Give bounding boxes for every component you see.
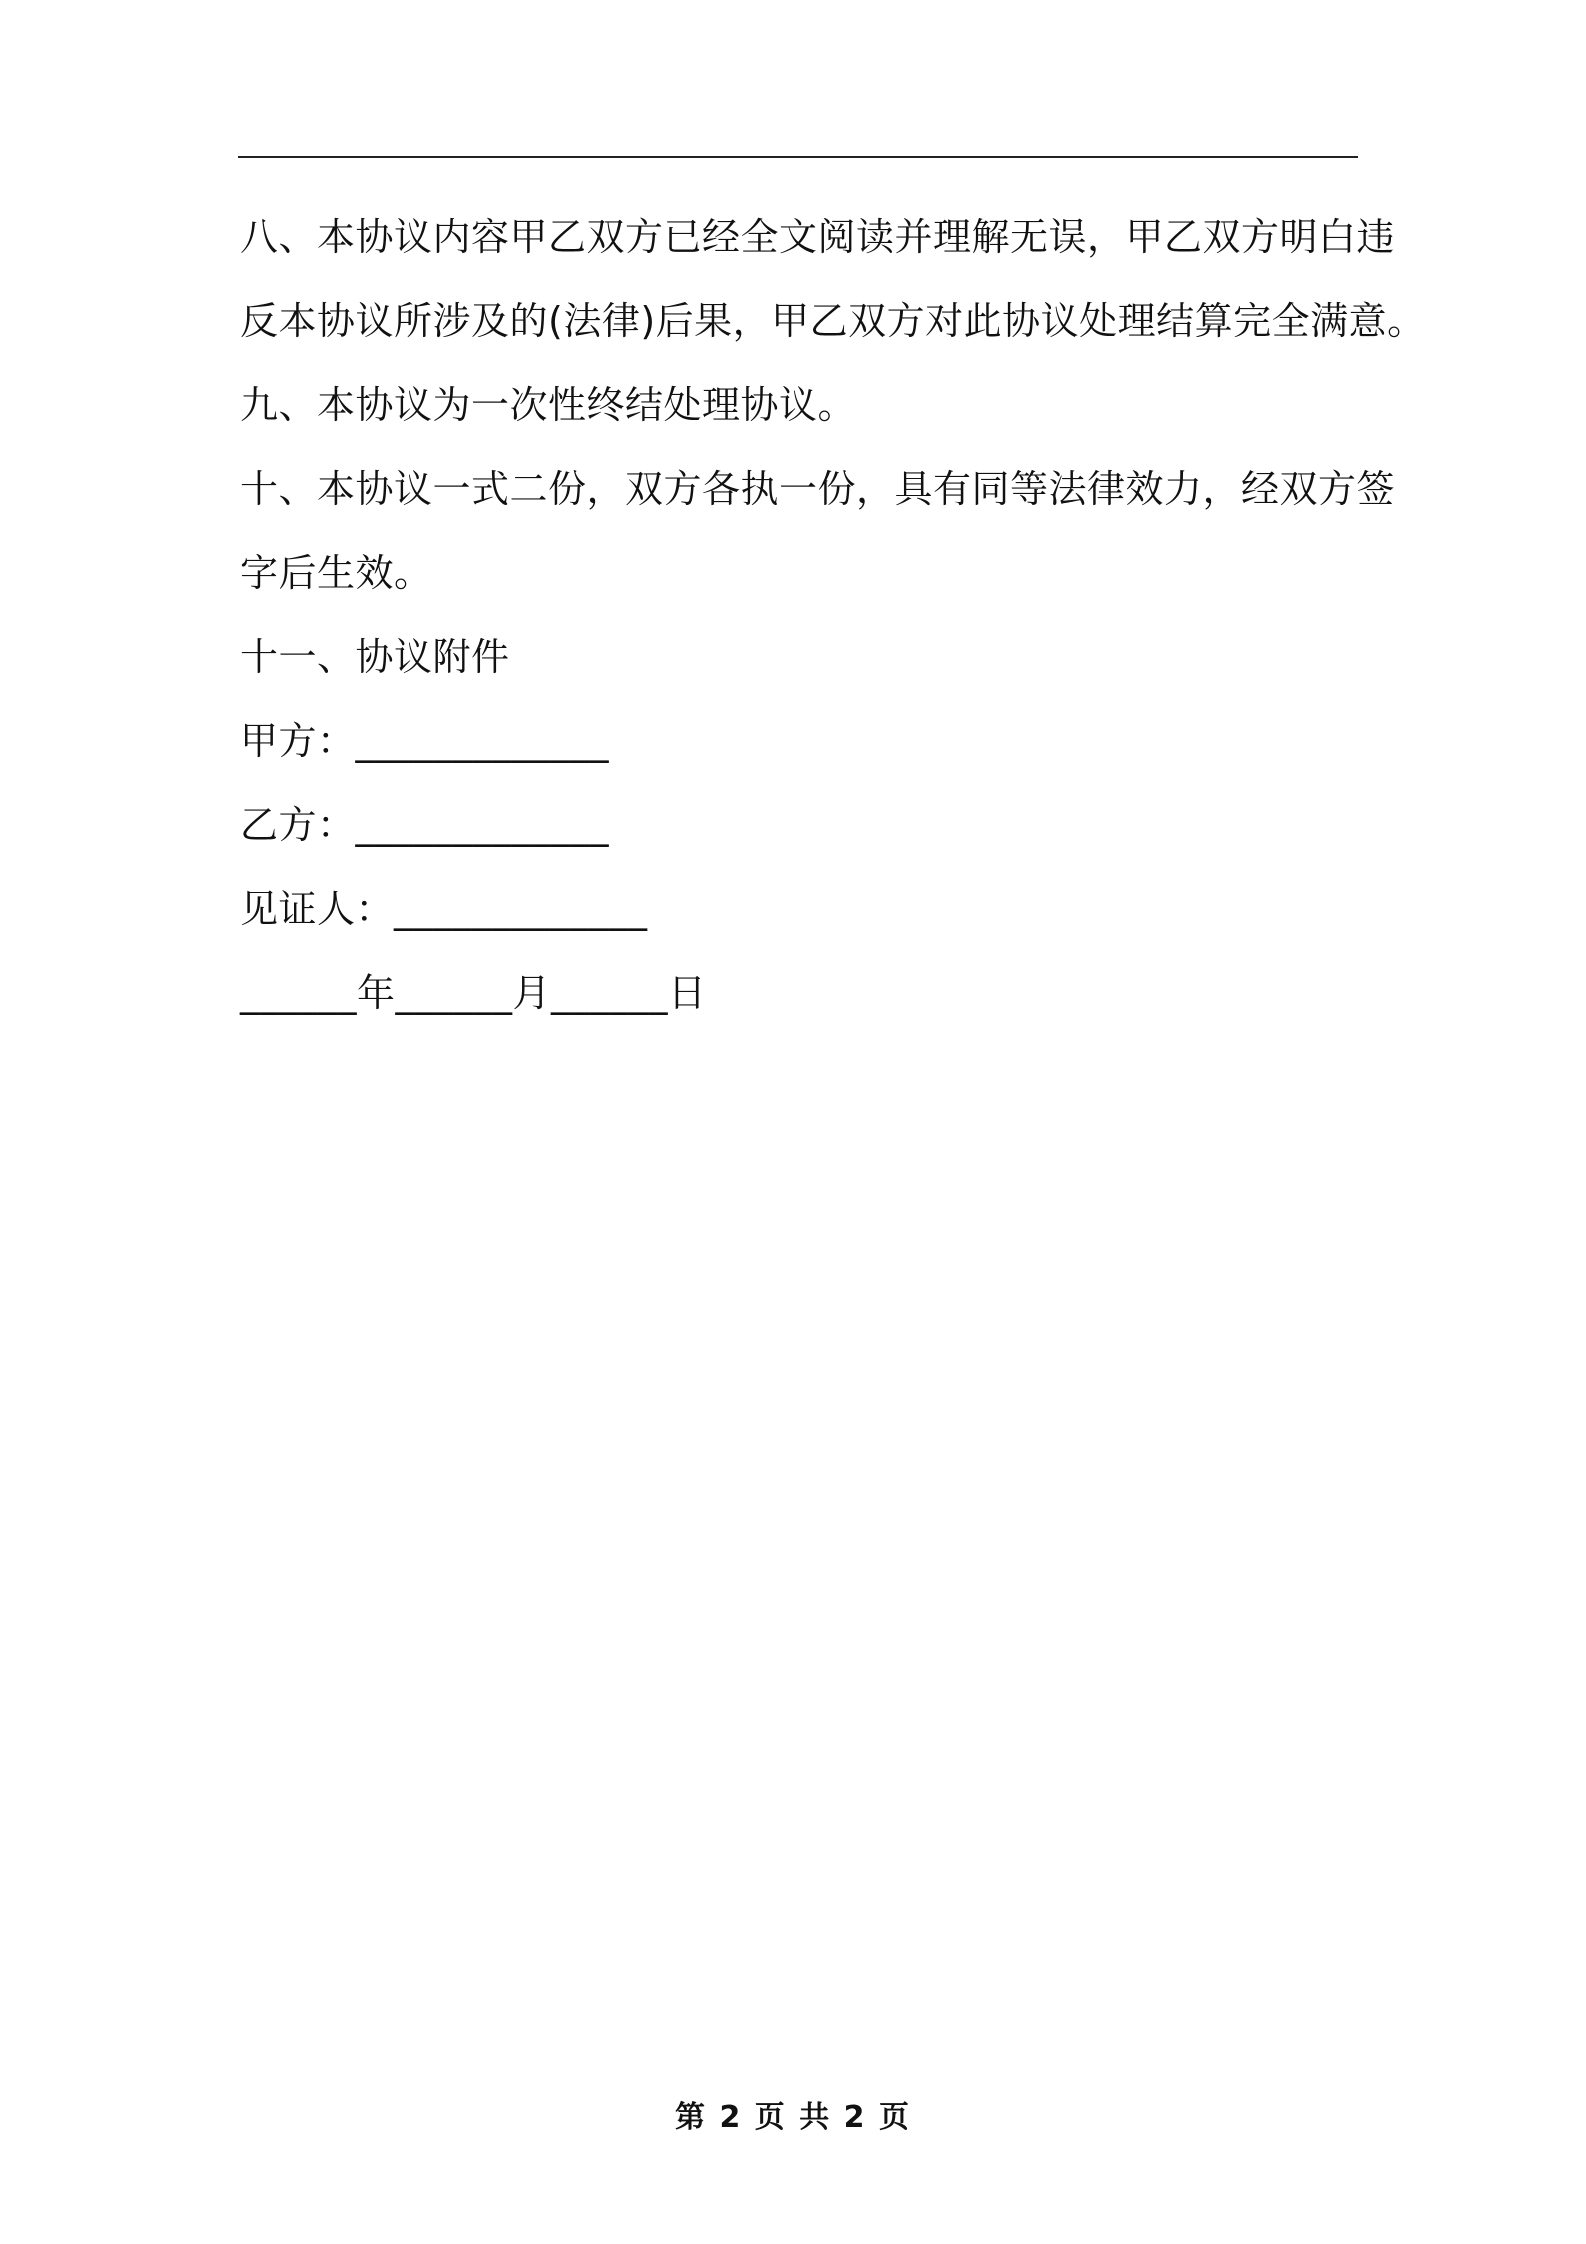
clause-9: 九、本协议为一次性终结处理协议。 (240, 383, 857, 427)
page-number: 第 2 页 共 2 页 (675, 2100, 911, 2135)
clause-8-line-2: 反本协议所涉及的(法律)后果，甲乙双方对此协议处理结算完全满意。 (240, 299, 1426, 343)
clause-10-line-1: 十、本协议一式二份，双方各执一份，具有同等法律效力，经双方签 (240, 467, 1396, 511)
witness-signature: 见证人：_____________ (240, 887, 648, 931)
clause-11-attachments: 十一、协议附件 (240, 635, 510, 679)
clause-8-line-1: 八、本协议内容甲乙双方已经全文阅读并理解无误，甲乙双方明白违 (240, 215, 1396, 259)
party-b-signature: 乙方：_____________ (240, 803, 610, 847)
date-line: ______年______月______日 (240, 971, 707, 1015)
clause-10-line-2: 字后生效。 (240, 551, 433, 595)
header-rule (238, 156, 1358, 158)
party-a-signature: 甲方：_____________ (240, 719, 610, 763)
agreement-body (240, 195, 1426, 1035)
